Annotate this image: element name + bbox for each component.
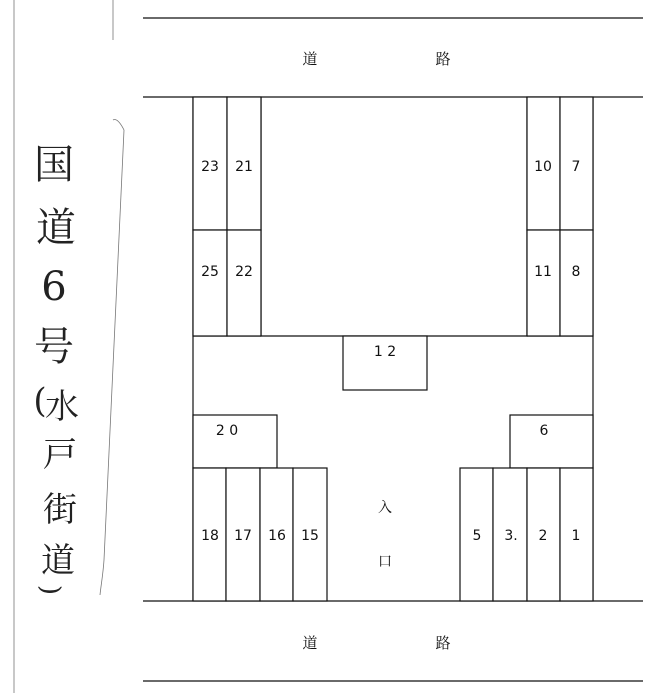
- side-road-char-9: 道: [41, 541, 75, 581]
- lot-6-label: 6: [539, 423, 549, 439]
- lot-11-label: 11: [534, 264, 552, 280]
- lot-8: [560, 230, 593, 336]
- inner-block-outline: [261, 97, 527, 336]
- lot-18-label: 18: [201, 528, 219, 544]
- side-road-char-8: 街: [43, 490, 77, 530]
- top-road-label-2: 路: [435, 50, 451, 68]
- side-road-char-7: 戸: [43, 435, 77, 475]
- side-road-char-3: 6: [41, 264, 67, 310]
- side-road-char-5: (: [33, 381, 47, 421]
- lot-23-label: 23: [201, 159, 219, 175]
- bottom-road-label-2: 路: [435, 634, 451, 652]
- bottom-road-label-1: 道: [302, 634, 318, 652]
- entrance-label-1: 入: [378, 500, 392, 516]
- lot-15-label: 15: [301, 528, 319, 544]
- lot-16-label: 16: [268, 528, 286, 544]
- lot-12-label: 1 2: [373, 344, 397, 360]
- side-road-bracket: [100, 119, 124, 595]
- lot-3-label: 3.: [504, 528, 518, 544]
- lot-2-label: 2: [538, 528, 548, 544]
- lot-25-label: 25: [201, 264, 219, 280]
- lot-1-label: 1: [571, 528, 581, 544]
- side-road-char-4: 号: [34, 324, 74, 370]
- lot-25: [193, 230, 227, 336]
- entrance-label-2: 口: [378, 554, 392, 570]
- top-road-label-1: 道: [302, 50, 318, 68]
- lot-22: [227, 230, 261, 336]
- side-road-char-10: ): [35, 584, 65, 596]
- lot-11: [527, 230, 560, 336]
- lot-17-label: 17: [234, 528, 252, 544]
- lot-20-label: 2 0: [215, 423, 239, 439]
- lot-10-label: 10: [534, 159, 552, 175]
- lot-22-label: 22: [235, 264, 253, 280]
- lot-8-label: 8: [571, 264, 581, 280]
- lot-6: [510, 415, 593, 468]
- lot-5-label: 5: [472, 528, 482, 544]
- lot-21-label: 21: [235, 159, 253, 175]
- side-road-char-1: 国: [34, 142, 74, 188]
- side-road-char-2: 道: [36, 205, 76, 251]
- side-road-char-6: 水: [45, 387, 79, 427]
- lot-7-label: 7: [571, 159, 581, 175]
